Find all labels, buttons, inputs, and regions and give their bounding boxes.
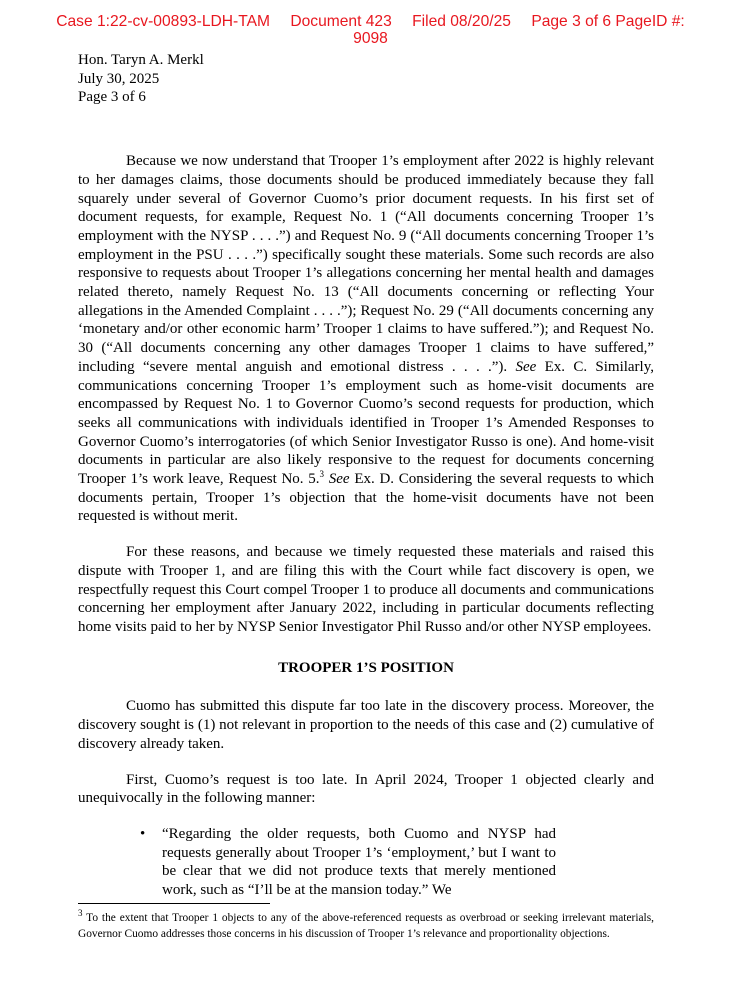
footnote-text: To the extent that Trooper 1 objects to any of the above-referenced requests as overbroad or seeking irrelevant materials, Governor Cuomo addresses those concerns in his discussion of Trooper 1’s relevance and proportionality objections. — [78, 912, 654, 940]
paragraph-too-late: First, Cuomo’s request is too late. In April 2024, Trooper 1 objected clearly and unequivocally in the following manner: — [78, 771, 654, 807]
case-number: Case 1:22-cv-00893-LDH-TAM — [56, 13, 271, 30]
footnote-reference[interactable]: 3 — [319, 469, 325, 480]
page-info: Page 3 of 6 PageID #: — [531, 13, 685, 30]
footnote-divider — [78, 903, 270, 904]
ecf-filing-header — [0, 13, 741, 47]
section-heading: TROOPER 1’S POSITION — [278, 659, 454, 676]
letter-address-block — [78, 51, 654, 107]
bullet-quote-text: “Regarding the older requests, both Cuomo and NYSP had requests generally about Trooper 1’s ‘employment,’ but I want to be clear that we did not produce texts that merely mentioned work, such as “I’ll be at the mansion today.” We — [162, 825, 556, 899]
recipient: Hon. Taryn A. Merkl — [78, 52, 204, 68]
footnote-mark: 3 — [78, 908, 83, 919]
bullet-quote — [140, 825, 556, 900]
paragraph-trooper-position: Cuomo has submitted this dispute far too late in the discovery process. Moreover, the discovery sought is (1) not relevant in proportion to the needs of this case and (2) cumulative of discovery already taken. — [78, 698, 654, 752]
filed-date: Filed 08/20/25 — [412, 13, 511, 30]
document-number: Document 423 — [290, 13, 392, 30]
paragraph-document-requests: Because we now understand that Trooper 1’s employment after 2022 is highly relevant to her damages claims, those documents should be produced immediately because they fall squarely under several of Governor Cuomo’s prior document requests. In his first set of document requests, for example, Request No. 1 (“All documents concerning Trooper 1’s employment with the NYSP . . . .”) and Request No. 9 (“All documents concerning Trooper 1’s employment in the PSU . . . .”) specifically sought these materials. Some such records are also responsive to requests about Trooper 1’s allegations concerning her mental health and damages related thereto, namely Request No. 13 (“All documents concerning or reflecting Your allegations in the Amended Complaint . . . .”); Request No. 29 (“All documents concerning any ‘monetary and/or other economic harm’ Trooper 1 claims to have suffered.”); and Request No. 30 (“All documents concerning any other damages Trooper 1 claims to have suffered,” including “severe mental anguish and emotional distress . . . .”). See Ex. C. Similarly, communications concerning Trooper 1’s employment such as home-visit documents are encompassed by Request No. 1 to Governor Cuomo’s second requests for production, which seeks all communications with individuals identified in Trooper 1’s Amended Responses to Governor Cuomo’s interrogatories (of which Senior Investigator Russo is one). And home-visit documents in particular are also likely responsive to the request for documents concerning Trooper 1’s work leave, Request No. 5.$^3$ See Ex. D. Considering the several requests to which documents pertain, Trooper 1’s objection that the home-visit documents have not been requested is without merit. — [78, 153, 655, 525]
paragraph-request-to-compel: For these reasons, and because we timely requested these materials and raised this dispute with Trooper 1, and are filing this with the Court while fact discovery is open, we respectfully request this Court compel Trooper 1 to produce all documents and communications concerning her employment after January 2022, including in particular documents reflecting home visits paid to her by NYSP Senior Investigator Phil Russo and/or other NYSP employees. — [78, 544, 654, 635]
letter-page: Page 3 of 6 — [78, 89, 146, 106]
footnote — [78, 908, 654, 942]
bullet-icon: • — [140, 825, 146, 842]
letter-date: July 30, 2025 — [78, 70, 160, 87]
letter-body — [78, 51, 654, 900]
page-id: 9098 — [353, 30, 388, 47]
